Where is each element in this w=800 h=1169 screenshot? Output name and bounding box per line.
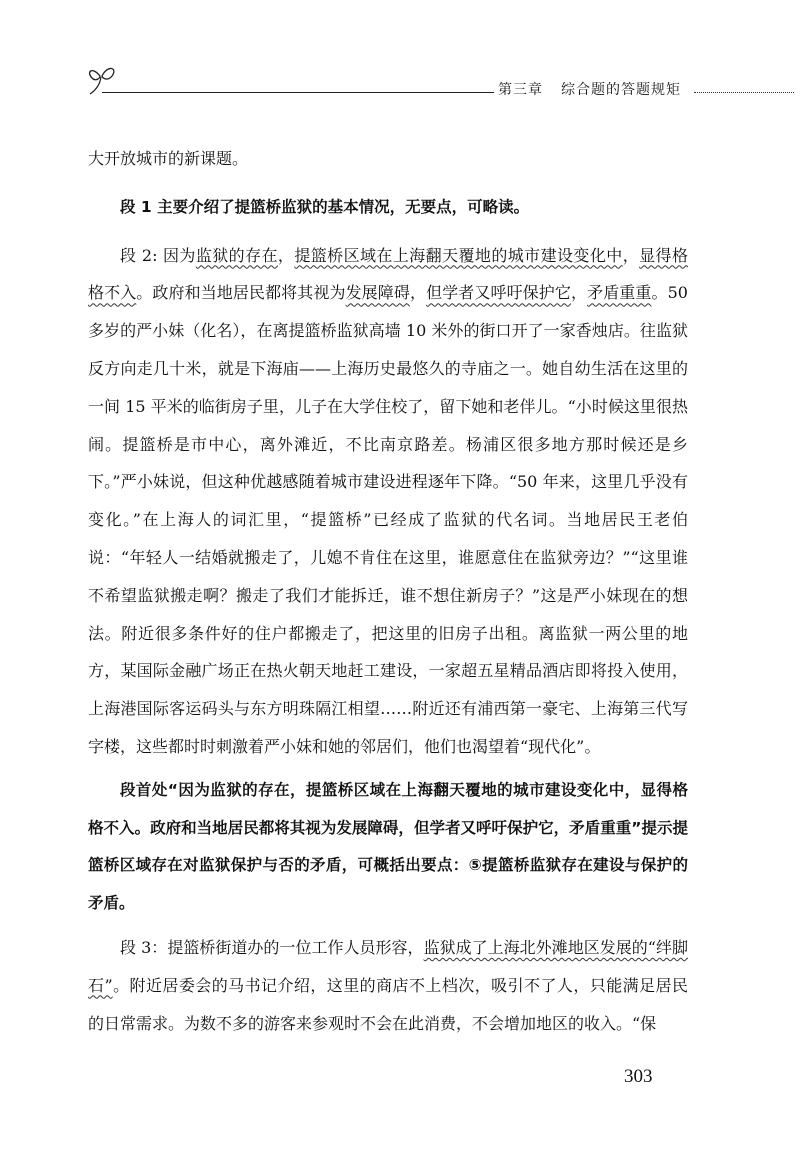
underlined-phrase: 但学者又呼吁保护它 bbox=[426, 283, 571, 303]
para2-text: ， bbox=[409, 283, 427, 303]
chapter-title: 综合题的答题规矩 bbox=[561, 82, 681, 98]
analysis-paragraph-2: 段首处“因为监狱的存在，提篮桥区域在上海翻天覆地的城市建设变化中，显得格格不入。政府和当地居民都将其视为发展障碍，但学者又呼吁保护它，矛盾重重”提示提篮桥区域存在对监狱保护与否的矛盾，可概括出要点：⑤提篮桥监狱存在建设与保护的矛盾。 bbox=[88, 780, 688, 913]
underlined-phrase: 矛盾重重 bbox=[587, 283, 652, 303]
analysis-paragraph-1: 段 1 主要介绍了提篮桥监狱的基本情况，无要点，可略读。 bbox=[120, 197, 530, 216]
underlined-phrase: 监狱成了上海北外滩地区发展的“绊脚石” bbox=[88, 937, 688, 995]
chapter-number: 第三章 bbox=[498, 82, 543, 98]
page-number: 303 bbox=[624, 1066, 653, 1087]
underlined-phrase: 提篮桥区域在上海翻天覆地的城市建设变化中 bbox=[294, 245, 623, 265]
page-body bbox=[88, 140, 688, 1042]
underlined-phrase: 显得格格不入 bbox=[88, 245, 688, 303]
para3-prefix: 段 3：提篮桥街道办的一位工作人员形容， bbox=[120, 937, 424, 957]
para2-text: ， bbox=[622, 245, 640, 265]
para3-rest: 。附近居委会的马书记介绍，这里的商店不上档次，吸引不了人，只能满足居民的日常需求。为数不多的游客来参观时不会在此消费，不会增加地区的收入。“保 bbox=[88, 975, 688, 1033]
para2-text: ， bbox=[570, 283, 588, 303]
para2-text: ， bbox=[277, 245, 295, 265]
para2-rest: 。50 多岁的严小妹（化名），在离提篮桥监狱高墙 10 米外的街口开了一家香烛店。往监狱反方向走几十米，就是下海庙——上海历史最悠久的寺庙之一。她自幼生活在这里的一间 15 平米的临街房子里，儿子在大学住校了，留下她和老伴儿。“小时候这里很热闹。提篮桥是市中心，离外滩近，不比南京路差。杨浦区很多地方那时候还是乡下。”严小妹说，但这种优越感随着城市建设进程逐年下降。“50 年来，这里几乎没有变化。”在上海人的词汇里，“提篮桥”已经成了监狱的代名词。当地居民王老伯说：“年轻人一结婚就搬走了，儿媳不肯住在这里，谁愿意住在监狱旁边？”“这里谁不希望监狱搬走啊？搬走了我们才能拆迁，谁不想住新房子？”这是严小妹现在的想法。附近很多条件好的住户都搬走了，把这里的旧房子出租。离监狱一两公里的地方，某国际金融广场正在热火朝天地赶工建设，一家超五星精品酒店即将投入使用，上海港国际客运码头与东方明珠隔江相望……附近还有浦西第一豪宅、上海第三代写字楼，这些都时时刺激着严小妹和她的邻居们，他们也渴望着“现代化”。 bbox=[88, 283, 688, 756]
header-rule-right bbox=[694, 92, 794, 93]
para2-prefix: 段 2: 因为 bbox=[120, 245, 196, 265]
underlined-phrase: 监狱的存在 bbox=[195, 245, 278, 265]
quoted-paragraph-3 bbox=[88, 929, 688, 1042]
page-header bbox=[86, 62, 696, 102]
quoted-paragraph-2 bbox=[88, 237, 688, 766]
chapter-heading bbox=[494, 79, 685, 99]
header-rule-left bbox=[102, 92, 506, 93]
continued-line: 大开放城市的新课题。 bbox=[88, 149, 249, 168]
underlined-phrase: 发展障碍 bbox=[345, 283, 410, 303]
para2-text: 。政府和当地居民都将其视为 bbox=[136, 283, 346, 303]
